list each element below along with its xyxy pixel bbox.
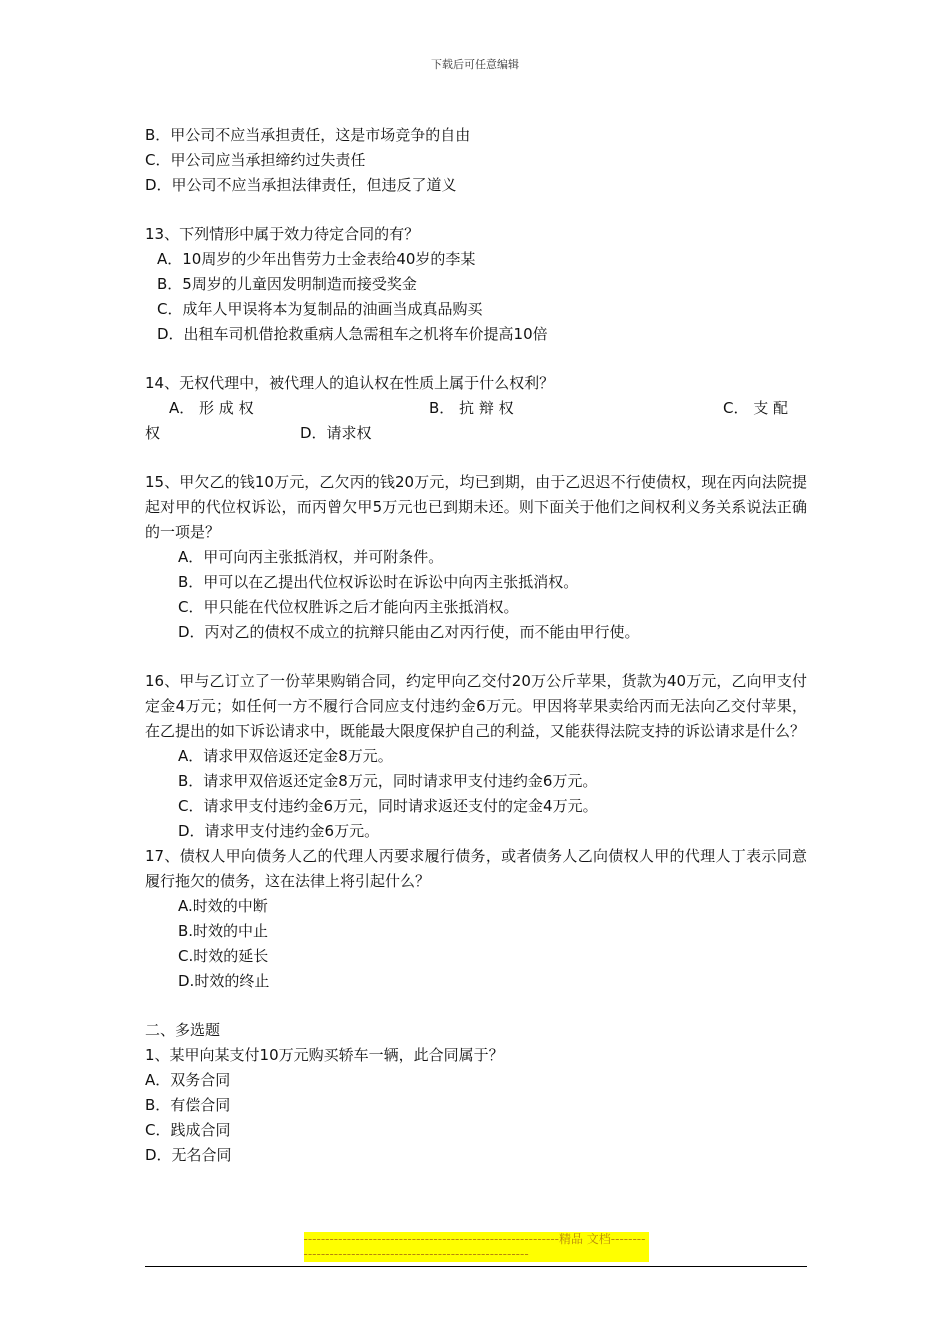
option-b: B.时效的中止 [178,922,269,940]
option-c: C．成年人甲误将本为复制品的油画当成真品购买 [157,300,483,318]
option-c: C．践成合同 [145,1121,231,1139]
option-b: B．甲可以在乙提出代位权诉讼时在诉讼中向丙主张抵消权。 [178,573,579,591]
footer-divider [145,1266,807,1267]
option-d: D．丙对乙的债权不成立的抗辩只能由乙对丙行使，而不能由甲行使。 [178,623,640,641]
option-c: C.时效的延长 [178,947,269,965]
option-d: D．请求权 [300,424,372,442]
option-a: A．双务合同 [145,1071,231,1089]
question-stem: 1、某甲向某支付10万元购买轿车一辆，此合同属于？ [145,1046,504,1064]
option-b: B．请求甲双倍返还定金8万元，同时请求甲支付违约金6万元。 [178,772,598,790]
question-stem: 16、甲与乙订立了一份苹果购销合同，约定甲向乙交付20万公斤苹果，货款为40万元，乙向甲支付定金4万元；如任何一方不履行合同应支付违约金6万元。甲因将苹果卖给丙而无法向乙交付苹果，在乙提出的如下诉讼请求中，既能最大限度保护自己的利益，又能获得法院支持的诉讼请求是什么？ [145,672,807,740]
option-c: C．甲只能在代位权胜诉之后才能向丙主张抵消权。 [178,598,519,616]
option-b: B． 抗 辩 权 [429,399,514,417]
option-a: A． 形 成 权 [169,399,254,417]
option-d: D．甲公司不应当承担法律责任，但违反了道义 [145,176,457,194]
option-a: A．请求甲双倍返还定金8万元。 [178,747,393,765]
question-stem: 17、债权人甲向债务人乙的代理人丙要求履行债务，或者债务人乙向债权人甲的代理人丁表示同意履行拖欠的债务，这在法律上将引起什么？ [145,847,807,890]
question-13 [145,222,807,347]
section-title: 二、多选题 [145,1021,221,1039]
question-14-options [145,396,807,446]
prev-question-options [145,123,807,198]
page-header: 下载后可任意编辑 [431,58,519,71]
question-stem: 14、无权代理中，被代理人的追认权在性质上属于什么权利？ [145,374,555,392]
option-b: B．5周岁的儿童因发明制造而接受奖金 [157,275,417,293]
question-15 [145,470,807,645]
option-a: A．10周岁的少年出售劳力士金表给40岁的李某 [157,250,476,268]
option-c: C．甲公司应当承担缔约过失责任 [145,151,366,169]
document-body [145,123,807,1168]
option-d: D．无名合同 [145,1146,232,1164]
option-d: D．出租车司机借抢救重病人急需租车之机将车价提高10倍 [157,325,548,343]
option-c: C．请求甲支付违约金6万元，同时请求返还支付的定金4万元。 [178,797,598,815]
question-16 [145,669,807,844]
option-b: B．有偿合同 [145,1096,231,1114]
option-b: B．甲公司不应当承担责任，这是市场竞争的自由 [145,126,471,144]
question-stem: 15、甲欠乙的钱10万元，乙欠丙的钱20万元，均已到期，由于乙迟迟不行使债权，现在丙向法院提起对甲的代位权诉讼，而丙曾欠甲5万元也已到期未还。则下面关于他们之间权利义务关系说法正确的一项是？ [145,473,807,541]
footer-watermark-text: -----------------------------------------------------------精品 文档------------------------------------------------------------ [304,1232,649,1262]
question-14 [145,371,807,446]
option-d: D．请求甲支付违约金6万元。 [178,822,380,840]
option-c-continued: 权 [145,424,161,442]
page-footer [145,1232,807,1267]
question-17 [145,844,807,994]
question-stem: 13、下列情形中属于效力待定合同的有？ [145,225,420,243]
option-c: C． 支 配 [723,399,789,417]
section-multiple-choice [145,1018,807,1168]
option-a: A．甲可向丙主张抵消权，并可附条件。 [178,548,444,566]
option-d: D.时效的终止 [178,972,270,990]
option-a: A.时效的中断 [178,897,268,915]
